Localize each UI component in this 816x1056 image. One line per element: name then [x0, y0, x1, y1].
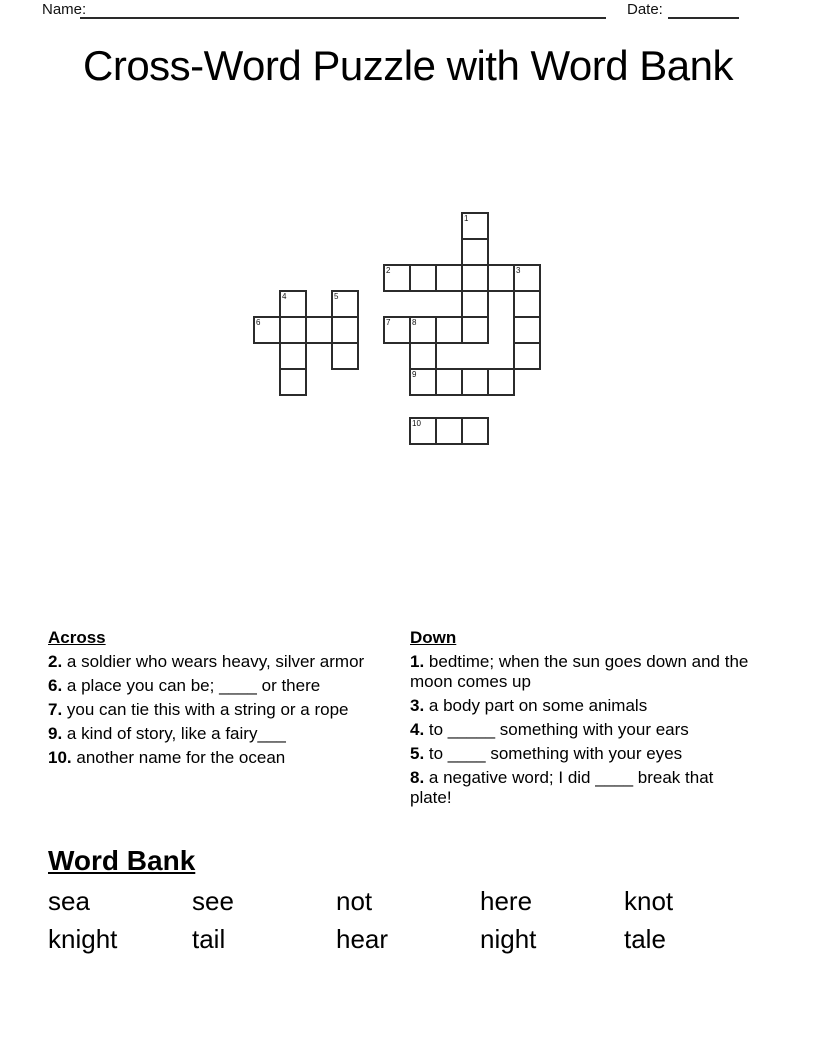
clue-number: 3.: [410, 696, 425, 715]
clue-number: 5.: [410, 744, 425, 763]
grid-cell[interactable]: [331, 316, 359, 344]
grid-cell-number: 5: [334, 292, 339, 301]
grid-cell[interactable]: [409, 417, 437, 445]
clue-text: a negative word; I did ____ break that plate!: [410, 768, 714, 807]
across-clue: [48, 748, 380, 768]
grid-cell-number: 4: [282, 292, 287, 301]
grid-cell[interactable]: [279, 316, 307, 344]
across-clue: [48, 652, 380, 672]
grid-cell-number: 7: [386, 318, 391, 327]
grid-cell[interactable]: [253, 316, 281, 344]
across-clue-list: [48, 652, 380, 768]
word-bank-word: night: [480, 924, 537, 954]
grid-cell[interactable]: [331, 290, 359, 318]
grid-cell[interactable]: [435, 417, 463, 445]
word-bank-word: hear: [336, 924, 389, 954]
word-bank-word: knot: [624, 886, 674, 916]
clue-number: 9.: [48, 724, 63, 743]
down-clue: [410, 720, 752, 740]
grid-cell[interactable]: [435, 264, 463, 292]
across-clue: [48, 700, 380, 720]
grid-cell[interactable]: [461, 368, 489, 396]
clue-number: 1.: [410, 652, 425, 671]
down-clue: [410, 696, 752, 716]
grid-cell[interactable]: [409, 264, 437, 292]
word-bank-word: tail: [192, 924, 226, 954]
word-bank-word: here: [480, 886, 533, 916]
clue-number: 6.: [48, 676, 63, 695]
clue-text: to ____ something with your eyes: [424, 744, 683, 763]
grid-cell[interactable]: [383, 316, 411, 344]
clue-text: a kind of story, like a fairy___: [62, 724, 286, 743]
grid-cell[interactable]: [487, 368, 515, 396]
down-clue: [410, 768, 752, 808]
down-heading: Down: [410, 628, 457, 647]
grid-cell[interactable]: [461, 290, 489, 318]
grid-cell[interactable]: [331, 342, 359, 370]
down-clue: [410, 652, 752, 692]
grid-cell-number: 9: [412, 370, 417, 379]
clue-text: a body part on some animals: [424, 696, 648, 715]
across-clue: [48, 724, 380, 744]
grid-cell-number: 2: [386, 266, 391, 275]
clue-number: 4.: [410, 720, 425, 739]
word-bank-word: sea: [48, 886, 90, 916]
grid-cell[interactable]: [513, 342, 541, 370]
page-title: Cross-Word Puzzle with Word Bank: [83, 42, 733, 89]
grid-cell[interactable]: [435, 316, 463, 344]
clue-text: to _____ something with your ears: [424, 720, 689, 739]
word-bank-word: see: [192, 886, 234, 916]
across-clue: [48, 676, 380, 696]
down-clue-list: [410, 652, 752, 808]
grid-cell[interactable]: [461, 417, 489, 445]
clue-text: bedtime; when the sun goes down and the moon comes up: [410, 652, 749, 691]
word-bank-heading: Word Bank: [48, 845, 196, 876]
clue-text: another name for the ocean: [71, 748, 286, 767]
date-label: Date:: [627, 1, 663, 18]
grid-cell[interactable]: [279, 342, 307, 370]
grid-cell[interactable]: [513, 290, 541, 318]
grid-cell-number: 10: [412, 418, 421, 428]
clue-number: 8.: [410, 768, 425, 787]
grid-cell[interactable]: [461, 212, 489, 240]
clue-number: 2.: [48, 652, 63, 671]
across-clues-section: [48, 628, 380, 772]
grid-cell[interactable]: [409, 368, 437, 396]
grid-cell[interactable]: [513, 264, 541, 292]
clue-text: a place you can be; ____ or there: [62, 676, 321, 695]
clue-number: 7.: [48, 700, 63, 719]
grid-cell-number: 8: [412, 318, 417, 327]
grid-cell[interactable]: [487, 264, 515, 292]
grid-cell[interactable]: [383, 264, 411, 292]
word-bank-word: knight: [48, 924, 118, 954]
grid-cell-number: 3: [516, 266, 521, 275]
grid-cell[interactable]: [461, 238, 489, 266]
grid-cell[interactable]: [461, 316, 489, 344]
grid-cell[interactable]: [279, 290, 307, 318]
grid-cell-number: 6: [256, 318, 261, 327]
grid-cell[interactable]: [435, 368, 463, 396]
clue-text: you can tie this with a string or a rope: [62, 700, 349, 719]
grid-cell[interactable]: [409, 342, 437, 370]
word-bank-list: [48, 882, 788, 958]
across-heading: Across: [48, 628, 106, 647]
down-clue: [410, 744, 752, 764]
grid-cell[interactable]: [461, 264, 489, 292]
word-bank-word: not: [336, 886, 373, 916]
clue-number: 10.: [48, 748, 72, 767]
name-label: Name:: [42, 1, 87, 18]
grid-cell[interactable]: [305, 316, 333, 344]
grid-cell[interactable]: [279, 368, 307, 396]
down-clues-section: [410, 628, 752, 812]
grid-cell[interactable]: [513, 316, 541, 344]
grid-cell[interactable]: [409, 316, 437, 344]
clue-text: a soldier who wears heavy, silver armor: [62, 652, 365, 671]
grid-cell-number: 1: [464, 214, 469, 223]
word-bank-word: tale: [624, 924, 666, 954]
